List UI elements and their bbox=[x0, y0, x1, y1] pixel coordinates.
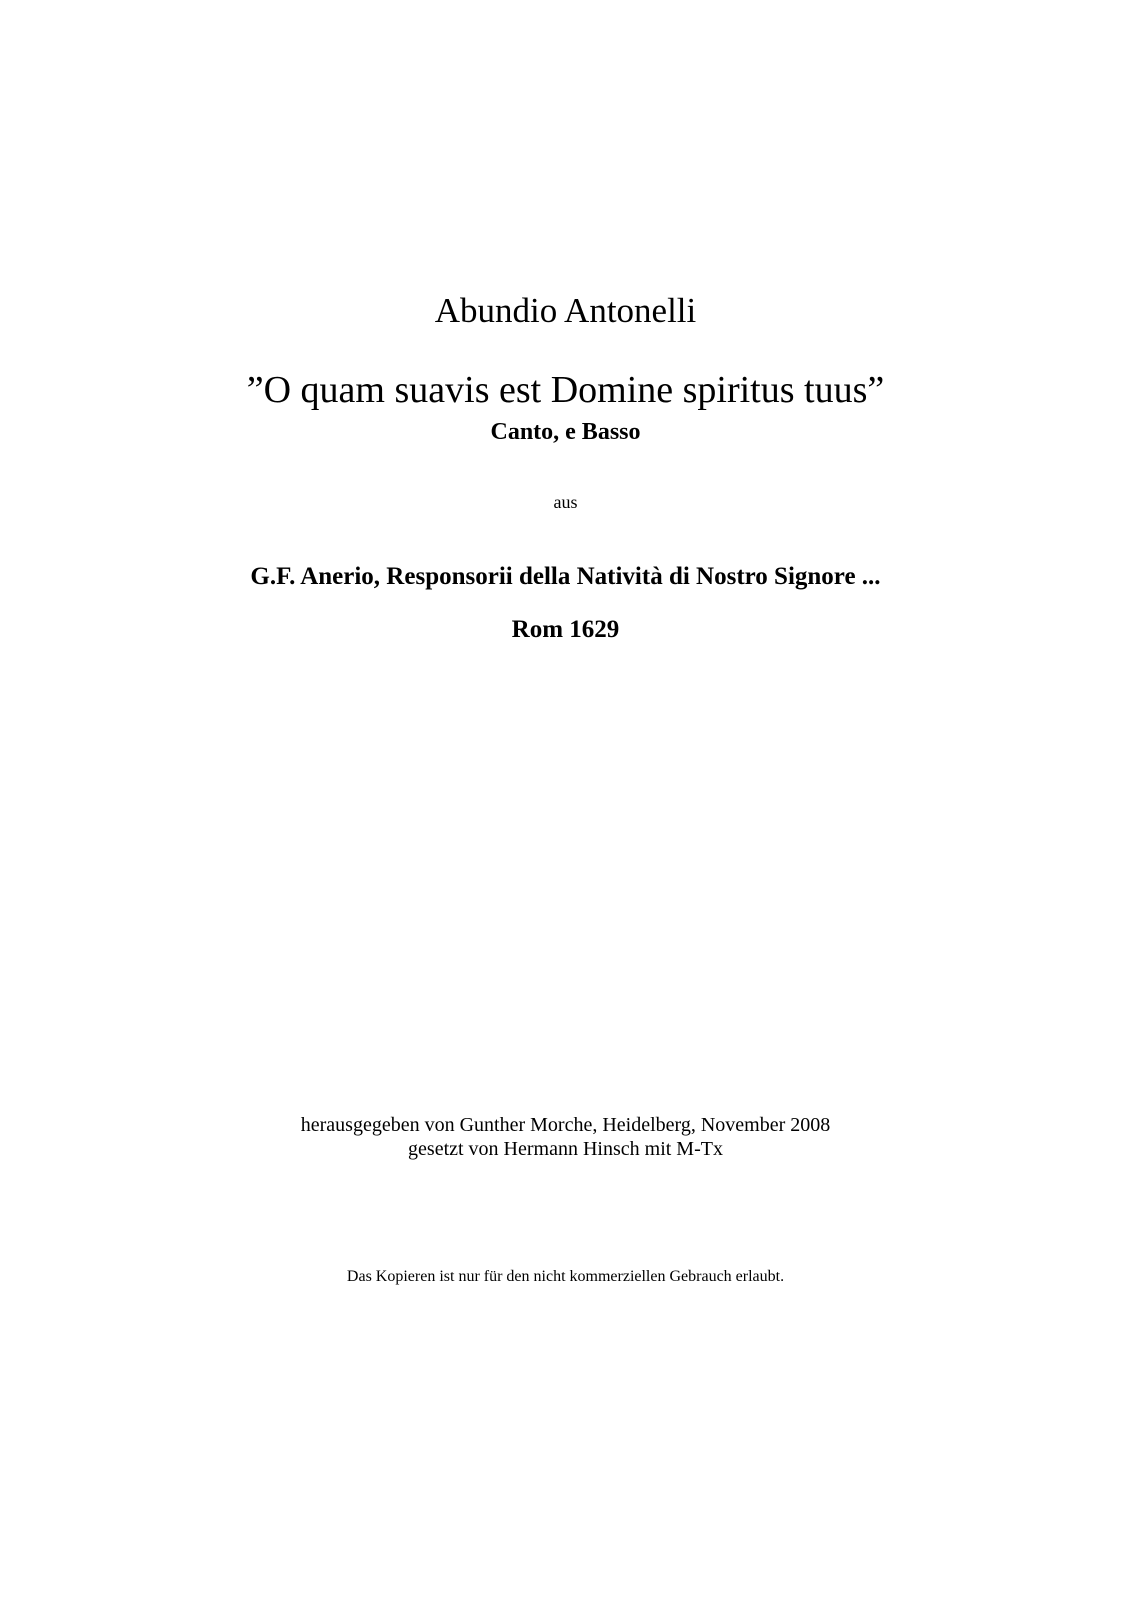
source-title: G.F. Anerio, Responsorii della Natività di Nostro Signore ... bbox=[250, 563, 881, 590]
work-title: ”O quam suavis est Domine spiritus tuus” bbox=[246, 369, 885, 411]
source-place-year: Rom 1629 bbox=[511, 616, 620, 643]
composer-name: Abundio Antonelli bbox=[434, 291, 697, 330]
voices-subtitle: Canto, e Basso bbox=[490, 419, 641, 445]
from-label: aus bbox=[553, 492, 578, 512]
copyright-notice: Das Kopieren ist nur für den nicht kommerziellen Gebrauch erlaubt. bbox=[346, 1268, 785, 1285]
editor-credit: herausgegeben von Gunther Morche, Heidelberg, November 2008 bbox=[300, 1114, 831, 1136]
typesetting-credit: gesetzt von Hermann Hinsch mit M-Tx bbox=[408, 1138, 723, 1160]
